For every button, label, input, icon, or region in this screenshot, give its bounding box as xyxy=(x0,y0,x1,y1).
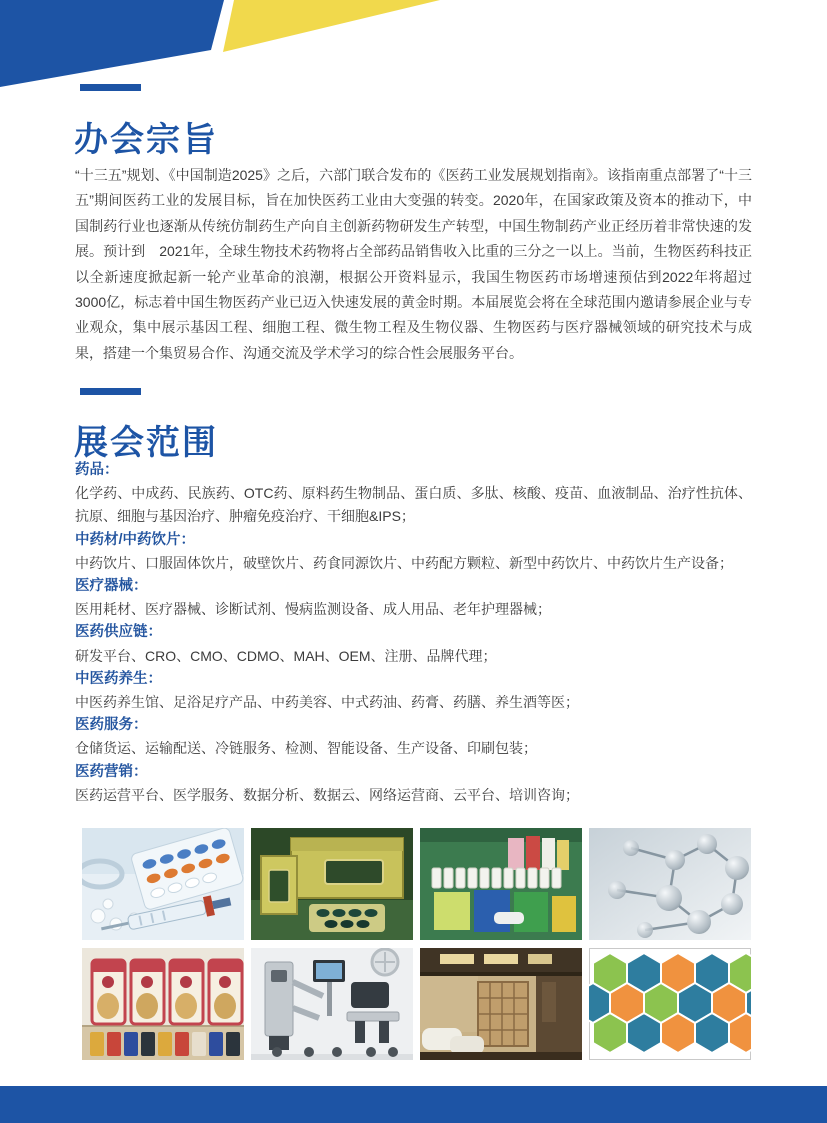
scope-category xyxy=(75,459,752,529)
purpose-paragraph: “十三五”规划、《中国制造2025》之后，六部门联合发布的《医药工业发展规划指南》。该指南重点部署了“十三五”期间医药工业的发展目标，旨在加快医药工业由大变强的转变。2020年，在国家政策及资本的推动下，中国制药行业也逐渐从传统仿制药生产向自主创新药物研发生产转型，中国生物制药产业正经历着非常快速的发展。预计到 2021年，全球生物技术药物将占全部药品销售收入比重的三分之一以上。当前，生物医药科技正以全新速度掀起新一轮产业革命的浪潮，根据公开资料显示，我国生物医药市场增速预估到2022年将超过3000亿，标志着中国生物医药产业已迈入快速发展的黄金时期。本届展览会将在全球范围内邀请参展企业与专业观众，集中展示基因工程、细胞工程、微生物工程及生物仪器、生物医药与医疗器械领域的研究技术与成果，搭建一个集贸易合作、沟通交流及学术学习的综合性会展服务平台。 xyxy=(75,167,752,361)
scope-category-items: 研发平台、CRO、CMO、CDMO、MAH、OEM、注册、品牌代理； xyxy=(75,647,497,664)
scope-category-label: 医药服务： xyxy=(75,717,148,734)
scope-category xyxy=(75,761,752,807)
scope-category-label: 药品： xyxy=(75,462,119,478)
scope-category-label: 医药营销： xyxy=(75,763,148,780)
molecular-structure-photo xyxy=(589,828,751,940)
scope-category-items: 医药运营平台、医学服务、数据分析、数据云、网络运营商、云平台、培训咨询； xyxy=(75,786,579,803)
scope-category xyxy=(75,621,752,667)
scope-list xyxy=(75,459,752,807)
scope-category-label: 中药材/中药饮片： xyxy=(75,531,196,548)
scope-category xyxy=(75,529,752,575)
section-accent-dash xyxy=(80,84,141,91)
pills-and-syringe-photo xyxy=(82,828,244,940)
section-title-purpose: 办会宗旨 xyxy=(74,120,218,159)
scope-category xyxy=(75,575,752,621)
scope-category-items: 仓储货运、运输配送、冷链服务、检测、智能设备、生产设备、印刷包装； xyxy=(75,740,537,757)
scope-category-label: 中医药养生： xyxy=(75,670,162,687)
category-hexagons-infographic xyxy=(589,948,751,1060)
top-decoration xyxy=(0,0,460,95)
yellow-wedge-shape xyxy=(223,0,440,52)
section-title-scope: 展会范围 xyxy=(74,423,218,462)
blue-wedge-shape xyxy=(0,0,224,87)
scope-category-items: 化学药、中成药、民族药、OTC药、原料药生物制品、蛋白质、多肽、核酸、疫苗、血液制品、治疗性抗体、抗原、细胞与基因治疗、肿瘤免疫治疗、干细胞&IPS； xyxy=(75,485,752,525)
wellness-clinic-interior-photo xyxy=(420,948,582,1060)
assorted-medicine-products-photo xyxy=(420,828,582,940)
surgical-robot-photo xyxy=(251,948,413,1060)
scope-category-items: 医用耗材、医疗器械、诊断试剂、慢病监测设备、成人用品、老年护理器械； xyxy=(75,601,551,618)
scope-category xyxy=(75,714,752,760)
scope-category-items: 中医药养生馆、足浴足疗产品、中药美容、中式药油、药膏、药膳、养生酒等医； xyxy=(75,694,579,711)
scope-category-items: 中药饮片、口服固体饮片，破壁饮片、药食同源饮片、中药配方颗粒、新型中药饮片、中药饮片生产设备； xyxy=(75,554,733,571)
photo-gallery xyxy=(82,828,751,1060)
bottom-decoration-band xyxy=(0,1086,827,1123)
herbal-slices-packets-photo xyxy=(82,948,244,1060)
herbal-medicine-boxes-photo xyxy=(251,828,413,940)
scope-category-label: 医药供应链： xyxy=(75,624,162,641)
scope-category xyxy=(75,668,752,714)
section-accent-dash xyxy=(80,388,141,395)
scope-category-label: 医疗器械： xyxy=(75,578,148,595)
